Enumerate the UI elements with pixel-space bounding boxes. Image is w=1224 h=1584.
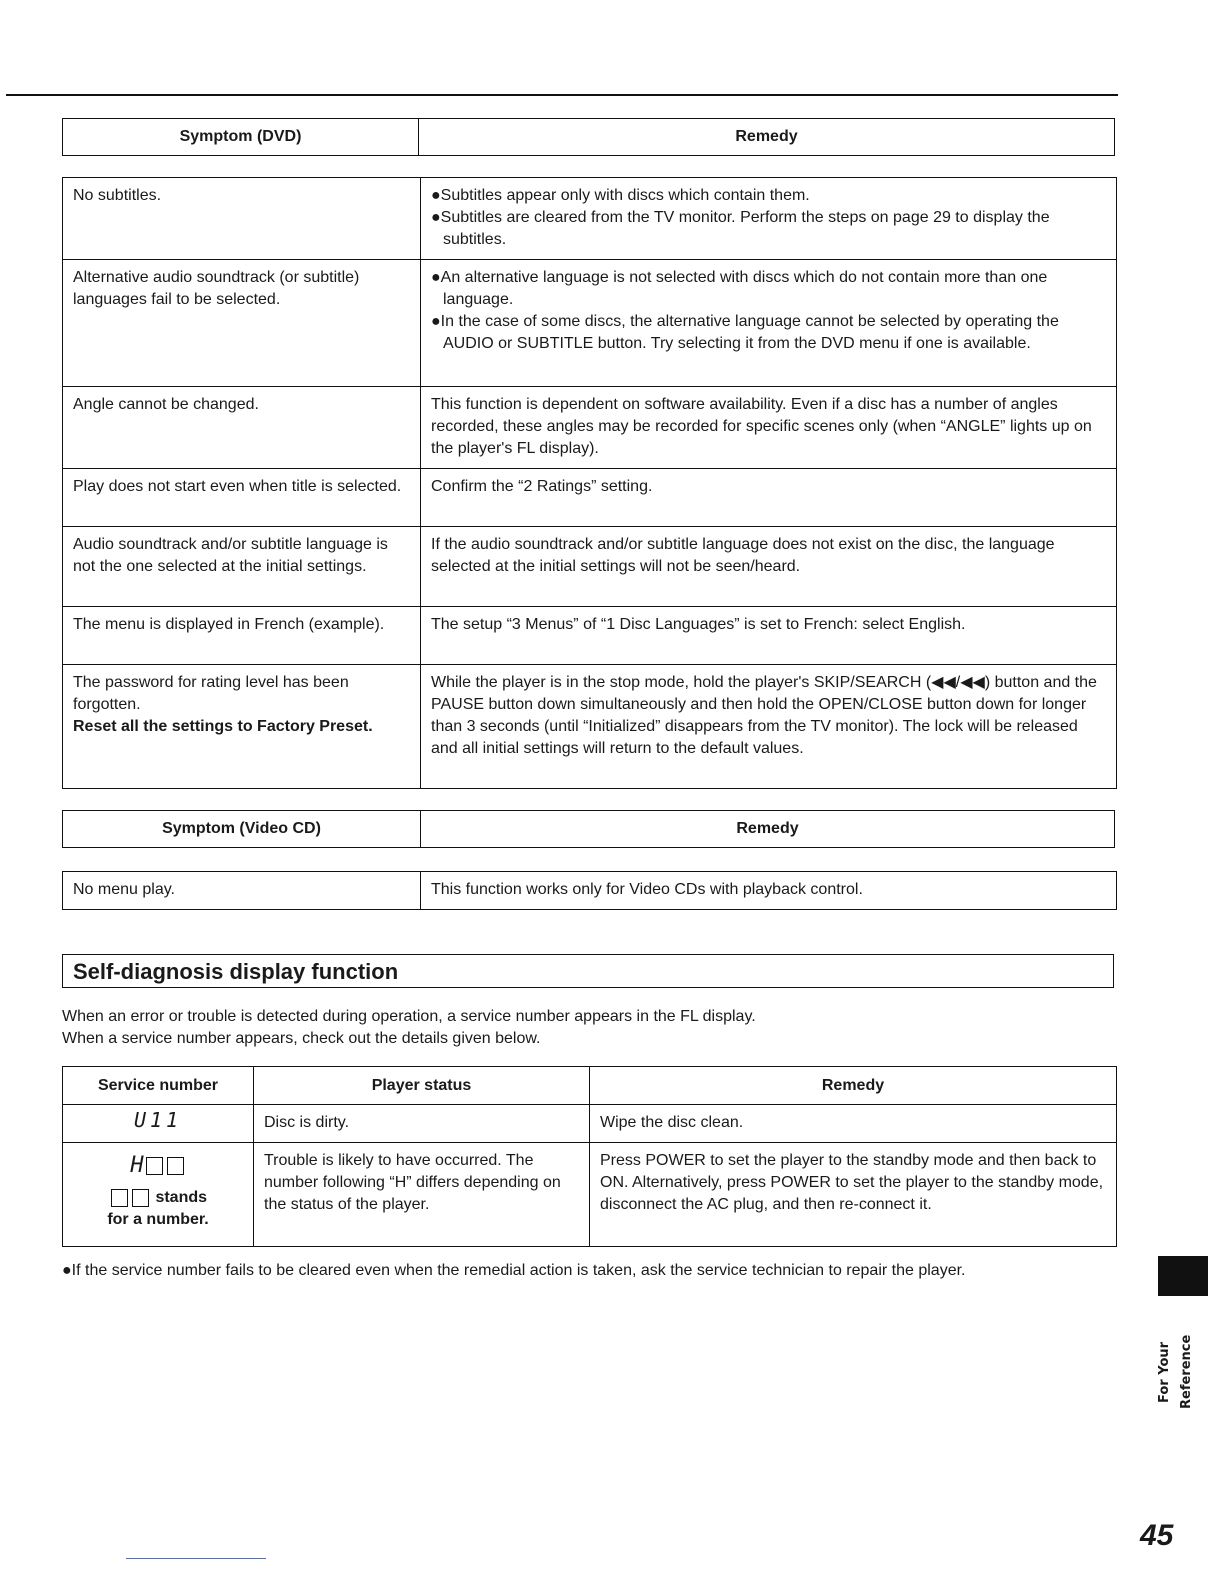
player-status-header: Player status [254, 1067, 590, 1105]
table-row [63, 1105, 1117, 1143]
table-row [63, 665, 1117, 789]
service-note [73, 1187, 243, 1209]
vcd-symptom-header: Symptom (Video CD) [63, 811, 421, 848]
footnote: ●If the service number fails to be cleared even when the remedial action is taken, ask the service technician to repair the player. [62, 1262, 966, 1279]
symptom-text: Angle cannot be changed. [73, 396, 259, 413]
remedy-text: The setup “3 Menus” of “1 Disc Languages” is set to French: select English. [431, 616, 966, 633]
remedy-text: Confirm the “2 Ratings” setting. [431, 478, 653, 495]
service-remedy-header: Remedy [590, 1067, 1117, 1105]
intro-line: When a service number appears, check out the details given below. [62, 1030, 541, 1047]
dvd-remedy-header: Remedy [419, 119, 1115, 156]
vcd-table [62, 871, 1117, 910]
top-rule [6, 94, 1118, 96]
digit-box-icon [132, 1189, 149, 1207]
symptom-text: Alternative audio soundtrack (or subtitle) languages fail to be selected. [73, 269, 360, 308]
symptom-text: The menu is displayed in French (example). [73, 616, 385, 633]
service-code-letter: H [130, 1153, 144, 1178]
vcd-header-table [62, 810, 1115, 848]
table-row [63, 872, 1117, 910]
table-row [63, 260, 1117, 387]
remedy-text: This function is dependent on software availability. Even if a disc has a number of angles recorded, these angles may be recorded for specific scenes only (when “ANGLE” lights up on the player's FL display). [431, 396, 1092, 457]
service-note-stands: stands [155, 1189, 208, 1206]
symptom-text: Play does not start even when title is selected. [73, 478, 402, 495]
remedy-bullet: ●In the case of some discs, the alternative language cannot be selected by operating the AUDIO or SUBTITLE button. Try selecting it from the DVD menu if one is available. [431, 313, 1059, 352]
symptom-text: No menu play. [73, 881, 175, 898]
side-tab-label: For Your Reference [1157, 1334, 1194, 1410]
symptom-text: Audio soundtrack and/or subtitle language is not the one selected at the initial settings. [73, 536, 388, 575]
intro-text [62, 1006, 1112, 1050]
symptom-text: No subtitles. [73, 187, 162, 204]
remedy-text: While the player is in the stop mode, hold the player's SKIP/SEARCH (◀◀/◀◀) button and the PAUSE button down simultaneously and then hold the OPEN/CLOSE button down for longer than 3 seconds (until “Initialized” disappears from the TV monitor). The lock will be released and all initial settings will return to the default values. [431, 674, 1097, 757]
service-table [62, 1066, 1117, 1247]
digit-box-icon [167, 1157, 184, 1175]
service-code-h [73, 1155, 243, 1177]
symptom-text: The password for rating level has been forgotten. [73, 674, 349, 713]
dvd-header-table [62, 118, 1115, 156]
table-row [63, 607, 1117, 665]
intro-line: When an error or trouble is detected during operation, a service number appears in the FL display. [62, 1008, 756, 1025]
bottom-rule [126, 1558, 266, 1559]
symptom-bold-text: Reset all the settings to Factory Preset. [73, 718, 373, 735]
remedy-text: If the audio soundtrack and/or subtitle language does not exist on the disc, the language selected at the initial settings will not be seen/heard. [431, 536, 1055, 575]
remedy-text: Wipe the disc clean. [600, 1114, 744, 1131]
remedy-text: This function works only for Video CDs with playback control. [431, 881, 863, 898]
section-title: Self-diagnosis display function [62, 954, 1114, 988]
remedy-bullet: ●Subtitles are cleared from the TV monitor. Perform the steps on page 29 to display the subtitles. [431, 209, 1050, 248]
table-row [63, 387, 1117, 469]
remedy-bullet: ●An alternative language is not selected with discs which do not contain more than one language. [431, 269, 1048, 308]
player-status-text: Disc is dirty. [264, 1114, 350, 1131]
vcd-remedy-header: Remedy [421, 811, 1115, 848]
digit-box-icon [146, 1157, 163, 1175]
dvd-symptom-header: Symptom (DVD) [63, 119, 419, 156]
side-tab-marker [1158, 1256, 1208, 1296]
table-row [63, 178, 1117, 260]
digit-box-icon [111, 1189, 128, 1207]
table-row [63, 1143, 1117, 1247]
table-row [63, 469, 1117, 527]
service-code: U11 [133, 1108, 183, 1132]
table-row [63, 527, 1117, 607]
player-status-text: Trouble is likely to have occurred. The number following “H” differs depending on the status of the player. [264, 1152, 561, 1213]
page-number: 45 [1140, 1519, 1174, 1552]
remedy-bullet: ●Subtitles appear only with discs which contain them. [431, 187, 810, 204]
service-note-for: for a number. [107, 1211, 209, 1228]
remedy-text: Press POWER to set the player to the standby mode and then back to ON. Alternatively, press POWER to set the player to the standby mode, disconnect the AC plug, and then re-connect it. [600, 1152, 1104, 1213]
service-number-header: Service number [63, 1067, 254, 1105]
dvd-table [62, 177, 1117, 789]
